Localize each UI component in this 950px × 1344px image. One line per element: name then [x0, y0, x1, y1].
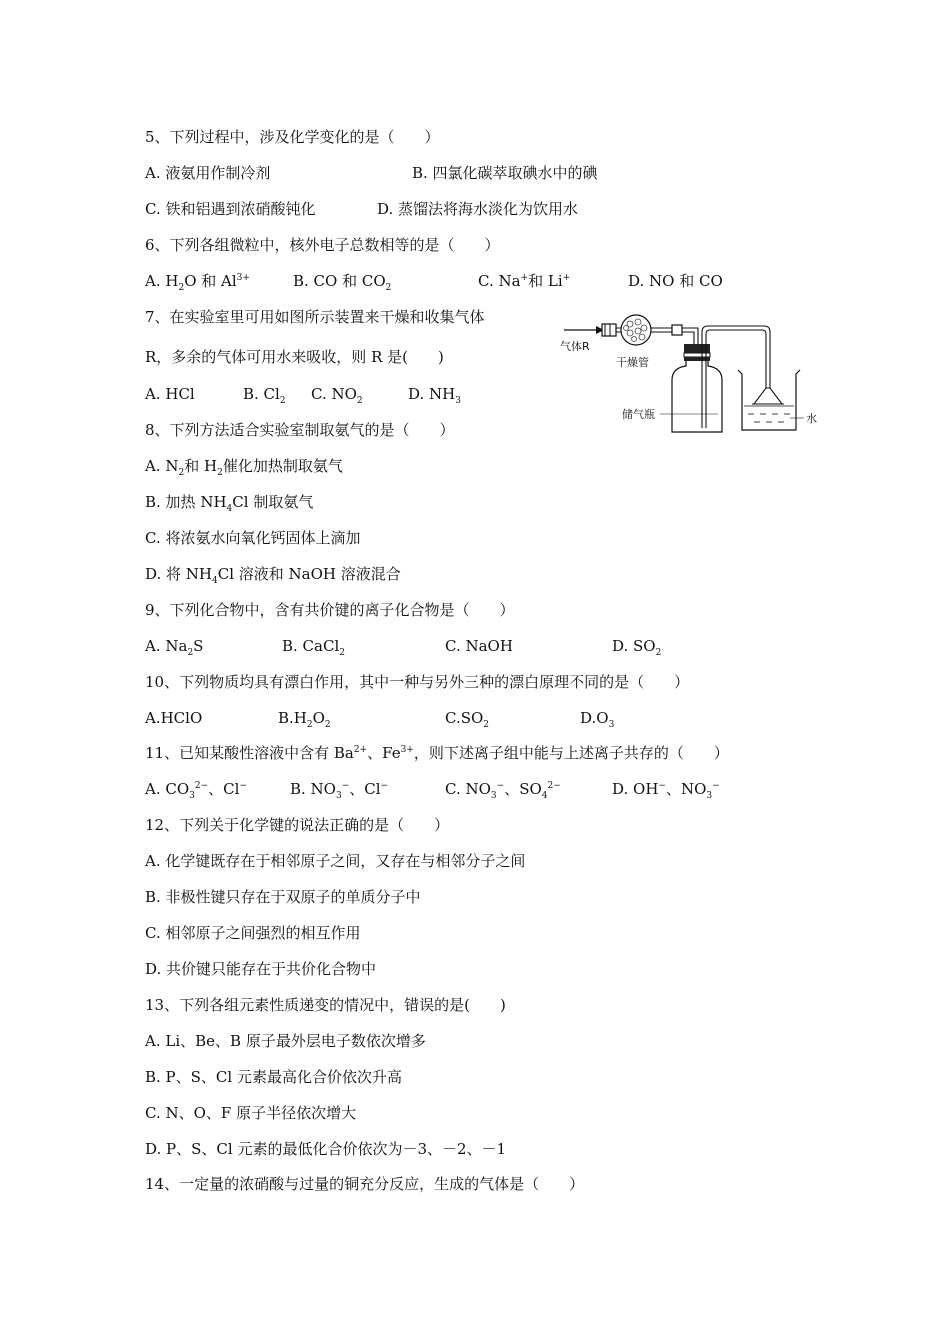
- q7-option-c: C. $NO_2$: [311, 385, 363, 406]
- q7-stem-line1: 7、在实验室里可用如图所示装置来干燥和收集气体: [145, 308, 485, 326]
- q11-stem: 11、已知某酸性溶液中含有 $Ba^{2+}$、$Fe^{3+}$，则下述离子组中能与上述离子共存的（ ）: [145, 744, 729, 762]
- q13-option-d: D. P、S、Cl 元素的最低化合价依次为－3、－2、－1: [145, 1140, 507, 1158]
- water-dashes: [748, 414, 790, 422]
- q11-option-a: A. $CO_3^{2-}$、Cl−: [145, 780, 247, 801]
- q8-option-d: D. 将 $NH_4Cl$ 溶液和 NaOH 溶液混合: [145, 565, 401, 586]
- q11-option-d: D. OH−、$NO_3^-$: [612, 780, 720, 801]
- q13-option-a: A. Li、Be、B 原子最外层电子数依次增多: [145, 1032, 426, 1050]
- q5-option-c: C. 铁和铝遇到浓硝酸钝化: [145, 200, 316, 218]
- apparatus-diagram: [558, 310, 820, 438]
- dryer-stopper: [602, 324, 616, 336]
- beaker: [738, 370, 800, 430]
- q10-option-b: $B.H_2O_2$: [278, 709, 331, 730]
- q7-stem-line2: R，多余的气体可用水来吸收，则 R 是( ): [145, 348, 444, 366]
- q11-option-b: B. $NO_3^-$、Cl−: [290, 780, 389, 801]
- q9-option-c: C. NaOH: [445, 637, 513, 655]
- q13-option-b: B. P、S、Cl 元素最高化合价依次升高: [145, 1068, 402, 1086]
- q9-option-b: B. CaCl$_2$: [282, 637, 345, 658]
- q8-option-a: A. $N_2$和 $H_2$催化加热制取氨气: [145, 457, 343, 478]
- q6-option-b: B. CO 和 $CO_2$: [293, 272, 392, 293]
- q9-option-a: A. $Na_2S$: [145, 637, 204, 658]
- q7-option-b: B. $Cl_2$: [243, 385, 286, 406]
- gas-bottle: [672, 361, 722, 432]
- q10-option-d: $D.O_3$: [580, 709, 615, 730]
- q10-option-a: A.HClO: [145, 709, 203, 727]
- label-gas-r: 气体R: [560, 340, 590, 353]
- q6-option-a: A. $H_2O$ 和 $Al^{3+}$: [145, 272, 250, 293]
- q5-option-a: A. 液氨用作制冷剂: [145, 164, 271, 182]
- q10-option-c: $C.SO_2$: [445, 709, 490, 730]
- q7-option-d: D. $NH_3$: [408, 385, 461, 406]
- q8-option-c: C. 将浓氨水向氧化钙固体上滴加: [145, 529, 361, 547]
- q12-stem: 12、下列关于化学键的说法正确的是（ ）: [145, 816, 450, 834]
- q13-option-c: C. N、O、F 原子半径依次增大: [145, 1104, 357, 1122]
- label-water: 水: [806, 412, 817, 425]
- q13-stem: 13、下列各组元素性质递变的情况中，错误的是( ): [145, 996, 506, 1014]
- q5-option-b: B. 四氯化碳萃取碘水中的碘: [412, 164, 598, 182]
- q10-stem: 10、下列物质均具有漂白作用，其中一种与另外三种的漂白原理不同的是（ ）: [145, 673, 690, 691]
- q5-stem: 5、下列过程中，涉及化学变化的是（ ）: [145, 128, 440, 146]
- gas-collection-apparatus-figure: [558, 310, 820, 438]
- q5-option-d: D. 蒸馏法将海水淡化为饮用水: [377, 200, 579, 218]
- q11-option-c: C. $NO_3^-$、$SO_4^{2-}$: [445, 780, 561, 801]
- q12-option-c: C. 相邻原子之间强烈的相互作用: [145, 924, 361, 942]
- q12-option-b: B. 非极性键只存在于双原子的单质分子中: [145, 888, 421, 906]
- q6-option-d: D. NO 和 CO: [628, 272, 723, 290]
- q6-stem: 6、下列各组微粒中，核外电子总数相等的是（ ）: [145, 236, 500, 254]
- q9-option-d: D. $SO_2$: [612, 637, 662, 658]
- q14-stem: 14、一定量的浓硝酸与过量的铜充分反应，生成的气体是（ ）: [145, 1175, 585, 1193]
- inverted-funnel: [754, 388, 782, 404]
- q8-option-b: B. 加热 $NH_4Cl$ 制取氨气: [145, 493, 314, 514]
- q6-option-c: C. Na+和 Li+: [478, 272, 571, 290]
- label-drying-tube: 干燥管: [616, 356, 649, 369]
- q9-stem: 9、下列化合物中，含有共价键的离子化合物是（ ）: [145, 601, 515, 619]
- q12-option-a: A. 化学键既存在于相邻原子之间，又存在与相邻分子之间: [145, 852, 526, 870]
- q8-stem: 8、下列方法适合实验室制取氨气的是（ ）: [145, 421, 455, 439]
- q12-option-d: D. 共价键只能存在于共价化合物中: [145, 960, 377, 978]
- label-gas-bottle: 储气瓶: [622, 408, 655, 421]
- q7-option-a: A. HCl: [145, 385, 195, 403]
